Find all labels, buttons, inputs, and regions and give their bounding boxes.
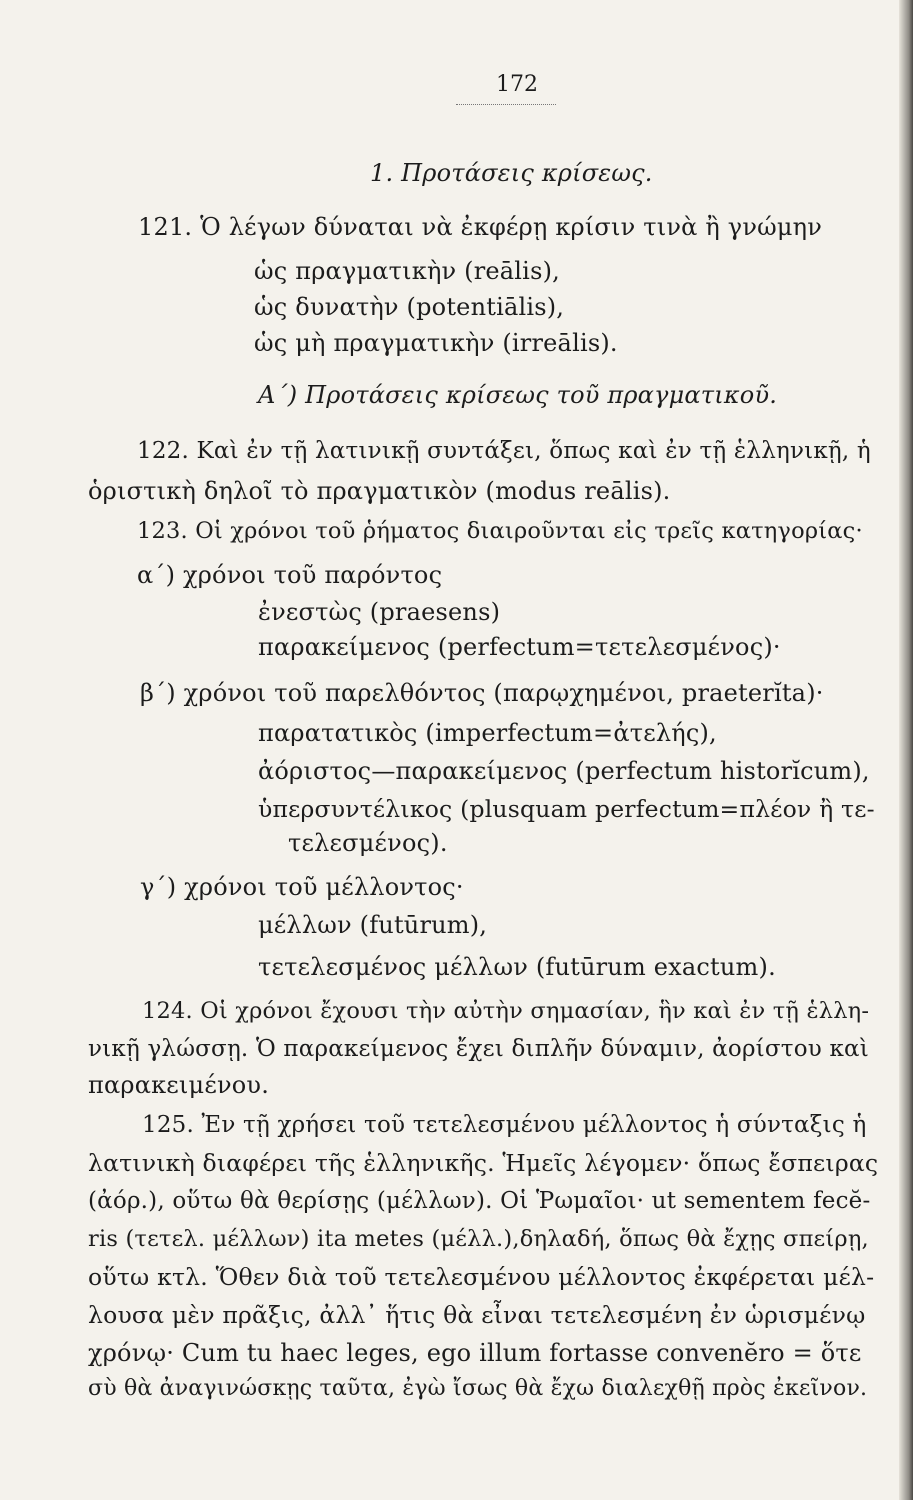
tense-futurum-exactum: τετελεσμένος μέλλων (futūrum exactum). [258,953,776,981]
tense-perfectum-historicum: ἀόριστος—παρακείμενος (perfectum historĭcum), [258,757,870,785]
paragraph-125-line-2: λατινικὴ διαφέρει τῆς ἑλληνικῆς. Ἡμεῖς λέγομεν· ὅπως ἔσπειρας [88,1149,879,1177]
page-number-rule [456,104,556,105]
subsection-heading: Α΄) Προτάσεις κρίσεως τοῦ πραγματικοῦ. [258,381,778,409]
category-beta: β΄) χρόνοι τοῦ παρελθόντος (παρῳχημένοι, praeterĭta)· [140,679,824,707]
category-gamma: γ΄) χρόνοι τοῦ μέλλοντος· [140,873,464,901]
paragraph-125-line-1: 125. Ἐν τῇ χρήσει τοῦ τετελεσμένου μέλλοντος ἡ σύνταξις ἡ [142,1112,867,1138]
tense-imperfectum: παρατατικὸς (imperfectum=ἀτελής), [258,719,717,747]
list-item-irrealis: ὡς μὴ πραγματικὴν (irreālis). [254,329,618,357]
category-alpha: α΄) χρόνοι τοῦ παρόντος [137,561,443,589]
paragraph-124-line-2: νικῇ γλώσσῃ. Ὁ παρακείμενος ἔχει διπλῆν δύναμιν, ἀορίστου καὶ [88,1036,869,1062]
tense-plusquamperfectum-cont: τελεσμένος). [288,829,448,857]
tense-praesens: ἐνεστὼς (praesens) [258,598,501,626]
tense-plusquamperfectum: ὑπερσυντέλικος (plusquam perfectum=πλέον ἢ τε- [258,795,875,823]
tense-futurum: μέλλων (futūrum), [258,911,488,939]
paragraph-122-line-1: 122. Καὶ ἐν τῇ λατινικῇ συντάξει, ὅπως καὶ ἐν τῇ ἑλληνικῇ, ἡ [137,438,871,464]
paragraph-125-line-5: οὕτω κτλ. Ὅθεν διὰ τοῦ τετελεσμένου μέλλοντος ἐκφέρεται μέλ- [88,1263,875,1291]
paragraph-125-line-3: (ἀόρ.), οὕτω θὰ θερίσῃς (μέλλων). Οἱ Ῥωμαῖοι· ut sementem fecĕ- [88,1188,871,1214]
paragraph-121-line-1: 121. Ὁ λέγων δύναται νὰ ἐκφέρῃ κρίσιν τινὰ ἢ γνώμην [138,213,823,241]
tense-perfectum: παρακείμενος (perfectum=τετελεσμένος)· [258,633,781,661]
paragraph-123-line-1: 123. Οἱ χρόνοι τοῦ ῥήματος διαιροῦνται εἰς τρεῖς κατηγορίας· [137,518,863,544]
paragraph-125-line-8: σὺ θὰ ἀναγινώσκῃς ταῦτα, ἐγὼ ἴσως θὰ ἔχω διαλεχθῇ πρὸς ἐκεῖνον. [88,1376,868,1401]
page-number: 172 [496,72,538,97]
page-binding-shadow [899,0,913,1500]
paragraph-122-line-2: ὁριστικὴ δηλοῖ τὸ πραγματικὸν (modus reālis). [88,477,671,505]
list-item-realis: ὡς πραγματικὴν (reālis), [254,257,560,285]
paragraph-125-line-6: λουσα μὲν πρᾶξις, ἀλλ᾽ ἥτις θὰ εἶναι τετελεσμένη ἐν ὡρισμένῳ [88,1301,866,1329]
list-item-potentialis: ὡς δυνατὴν (potentiālis), [254,293,565,321]
section-heading: 1. Προτάσεις κρίσεως. [370,159,653,187]
paragraph-125-line-4: ris (τετελ. μέλλων) ita metes (μέλλ.),δηλαδή, ὅπως θὰ ἔχῃς σπείρῃ, [88,1226,869,1252]
paragraph-124-line-1: 124. Οἱ χρόνοι ἔχουσι τὴν αὐτὴν σημασίαν, ἣν καὶ ἐν τῇ ἑλλη- [142,998,870,1024]
paragraph-124-line-3: παρακειμένου. [88,1071,270,1099]
paragraph-125-line-7: χρόνῳ· Cum tu haec leges, ego illum fortasse convenĕro = ὅτε [88,1339,862,1367]
